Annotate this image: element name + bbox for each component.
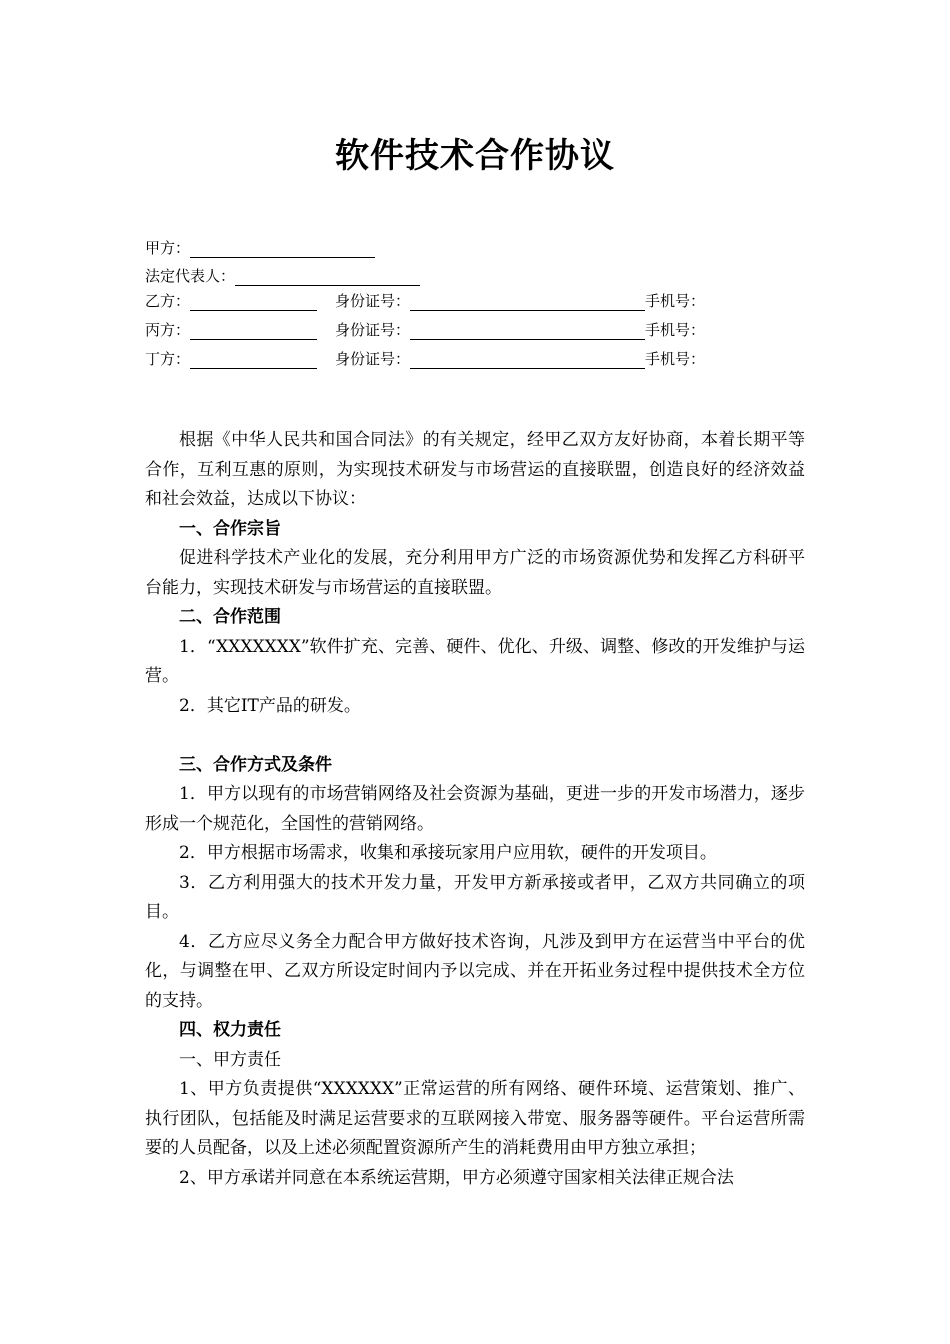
- party-d-label: 丁方：: [145, 350, 191, 368]
- section-2-item-2: 2．其它IT产品的研发。: [179, 695, 361, 716]
- section-3-item-4: 4．乙方应尽义务全力配合甲方做好技术咨询，凡涉及到甲方在运营当中平台的优化，与调整在甲、乙双方所设定时间内予以完成、并在开拓业务过程中提供技术全方位的支持。: [145, 931, 805, 1011]
- party-c-name-blank: [190, 322, 317, 340]
- party-d-name-blank: [190, 351, 317, 369]
- legal-rep-blank: [235, 268, 420, 286]
- party-b-id-blank: [410, 293, 645, 311]
- section-3-item-3: 3．乙方利用强大的技术开发力量，开发甲方新承接或者甲，乙双方共同确立的项目。: [145, 872, 805, 922]
- party-a-line: [145, 238, 375, 258]
- party-d-phone-label: 手机号：: [645, 350, 706, 368]
- party-d-line: [145, 349, 705, 369]
- party-a-blank: [190, 240, 375, 258]
- blank-line: [145, 721, 805, 751]
- section-3-item-2: 2．甲方根据市场需求，收集和承接玩家用户应用软，硬件的开发项目。: [179, 843, 717, 863]
- party-c-line: [145, 320, 705, 340]
- document-body: [145, 426, 805, 1193]
- section-2-item-1: 1．“XXXXXXX”软件扩充、完善、硬件、优化、升级、调整、修改的开发维护与运营。: [145, 636, 805, 686]
- party-d-id-blank: [410, 351, 645, 369]
- party-b-name-blank: [190, 293, 317, 311]
- party-c-id-label: 身份证号：: [335, 321, 411, 339]
- intro-paragraph: 根据《中华人民共和国合同法》的有关规定，经甲乙双方友好协商，本着长期平等合作，互利互惠的原则，为实现技术研发与市场营运的直接联盟，创造良好的经济效益和社会效益，达成以下协议：: [145, 430, 805, 509]
- document-title: 软件技术合作协议: [335, 136, 615, 176]
- party-c-id-blank: [410, 322, 645, 340]
- section-4-item-2: 2、甲方承诺并同意在本系统运营期，甲方必须遵守国家相关法律正规合法: [179, 1167, 734, 1188]
- section-4-heading: 四、权力责任: [179, 1020, 281, 1040]
- legal-rep-label: 法定代表人：: [145, 267, 236, 285]
- party-d-id-label: 身份证号：: [335, 350, 411, 368]
- section-2-heading: 二、合作范围: [179, 607, 281, 627]
- section-1-text: 促进科学技术产业化的发展，充分利用甲方广泛的市场资源优势和发挥乙方科研平台能力，实现技术研发与市场营运的直接联盟。: [145, 548, 805, 598]
- section-4-item-1: 1、甲方负责提供“XXXXXX”正常运营的所有网络、硬件环境、运营策划、推广、执行团队，包括能及时满足运营要求的互联网接入带宽、服务器等硬件。平台运营所需要的人员配备，以及上述必须配置资源所产生的消耗费用由甲方独立承担；: [145, 1079, 805, 1158]
- section-3-item-1: 1．甲方以现有的市场营销网络及社会资源为基础，更进一步的开发市场潜力，逐步形成一个规范化，全国性的营销网络。: [145, 784, 805, 834]
- party-b-line: [145, 291, 705, 311]
- party-b-id-label: 身份证号：: [335, 292, 411, 310]
- party-b-phone-label: 手机号：: [645, 292, 706, 310]
- party-c-phone-label: 手机号：: [645, 321, 706, 339]
- legal-rep-line: [145, 266, 420, 286]
- party-a-label: 甲方：: [145, 239, 191, 257]
- party-b-label: 乙方：: [145, 292, 191, 310]
- party-c-label: 丙方：: [145, 321, 191, 339]
- section-3-heading: 三、合作方式及条件: [179, 754, 332, 775]
- section-4-subheading: 一、甲方责任: [179, 1049, 281, 1070]
- section-1-heading: 一、合作宗旨: [179, 518, 281, 539]
